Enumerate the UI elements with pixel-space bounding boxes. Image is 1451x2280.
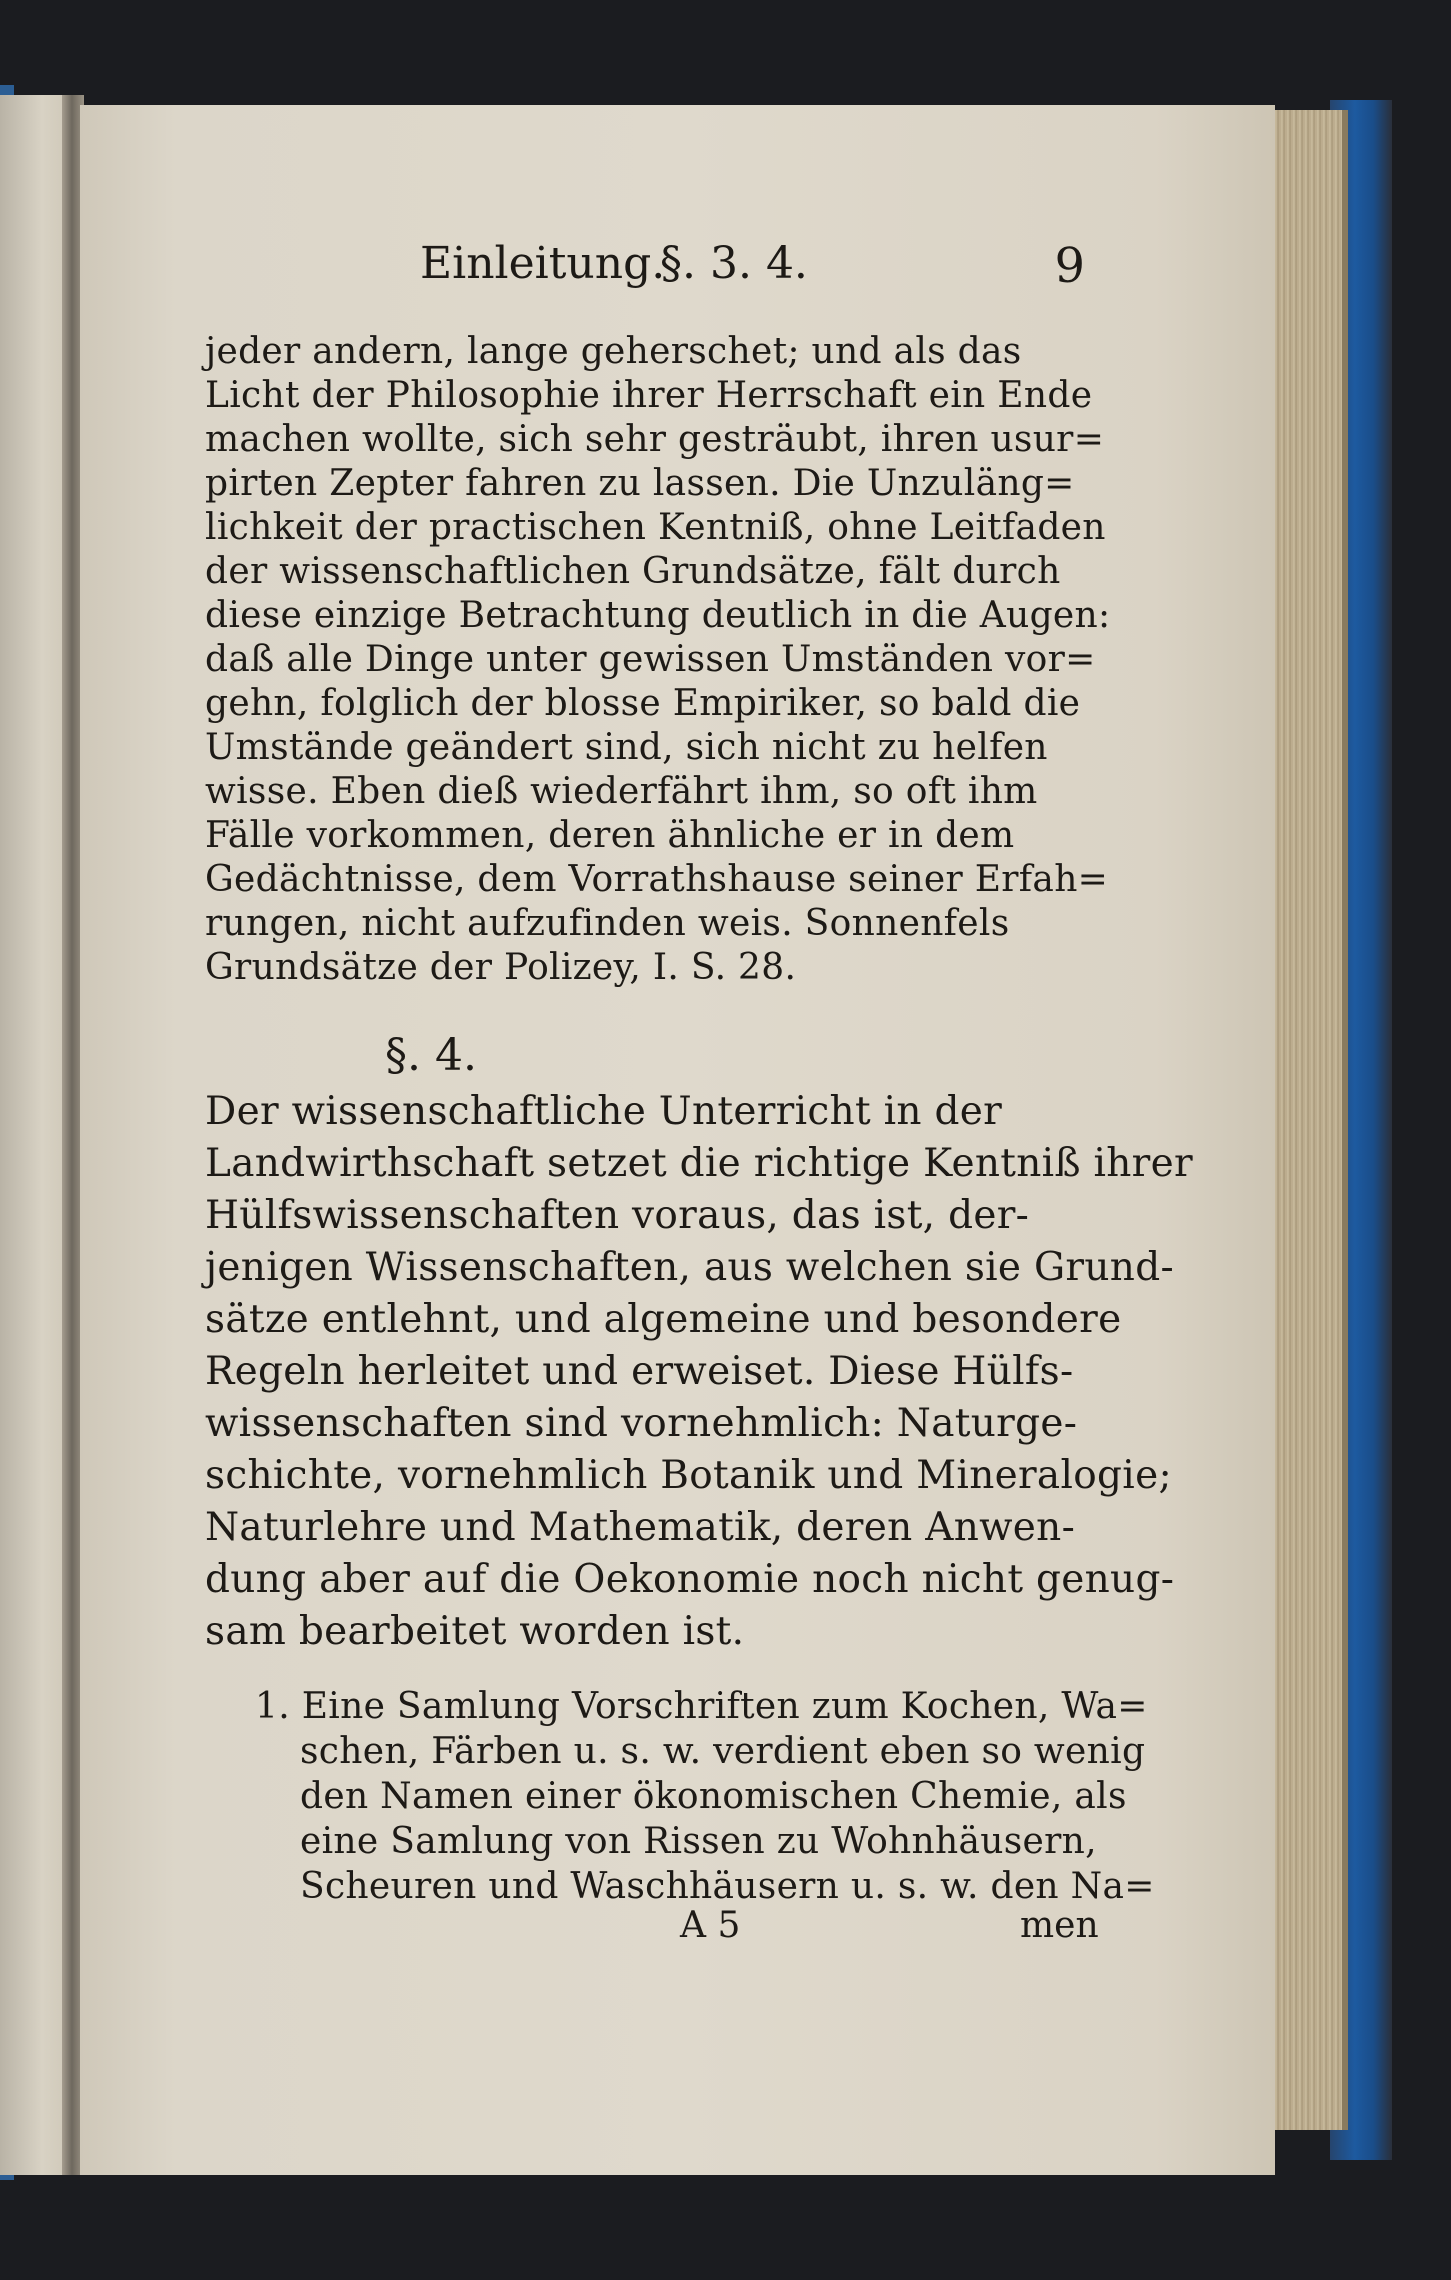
text-line: Gedächtnisse, dem Vorrathshause seiner Erfah= xyxy=(205,859,1109,900)
running-title: Einleitung. xyxy=(420,238,666,289)
footnote-line: 1. Eine Samlung Vorschriften zum Kochen, Wa= xyxy=(255,1686,1148,1727)
footnote-line: schen, Färben u. s. w. verdient eben so wenig xyxy=(300,1731,1146,1772)
text-line: Landwirthschaft setzet die richtige Kentniß ihrer xyxy=(205,1141,1193,1186)
catchword: men xyxy=(1020,1905,1099,1946)
footnote-line: den Namen einer ökonomischen Chemie, als xyxy=(300,1776,1127,1817)
text-line: lichkeit der practischen Kentniß, ohne Leitfaden xyxy=(205,507,1106,548)
text-line: wisse. Eben dieß wiederfährt ihm, so oft ihm xyxy=(205,771,1038,812)
text-line: Grundsätze der Polizey, I. S. 28. xyxy=(205,947,797,988)
text-line: sam bearbeitet worden ist. xyxy=(205,1609,745,1654)
text-line: sätze entlehnt, und algemeine und besondere xyxy=(205,1297,1122,1342)
text-line: diese einzige Betrachtung deutlich in die Augen: xyxy=(205,595,1111,636)
text-line: schichte, vornehmlich Botanik und Mineralogie; xyxy=(205,1453,1172,1498)
text-line: daß alle Dinge unter gewissen Umständen vor= xyxy=(205,639,1096,680)
text-line: machen wollte, sich sehr gesträubt, ihren usur= xyxy=(205,419,1105,460)
text-line: pirten Zepter fahren zu lassen. Die Unzuläng= xyxy=(205,463,1075,504)
text-line: der wissenschaftlichen Grundsätze, fält durch xyxy=(205,551,1061,592)
footnote-line: Scheuren und Waschhäusern u. s. w. den Na= xyxy=(300,1866,1155,1907)
signature-mark: A 5 xyxy=(680,1905,741,1946)
section-heading: §. 4. xyxy=(385,1030,477,1081)
text-line: Fälle vorkommen, deren ähnliche er in dem xyxy=(205,815,1015,856)
footnote-line: eine Samlung von Rissen zu Wohnhäusern, xyxy=(300,1821,1097,1862)
text-line: jenigen Wissenschaften, aus welchen sie Grund- xyxy=(205,1245,1174,1290)
text-line: Der wissenschaftliche Unterricht in der xyxy=(205,1089,1003,1134)
text-line: Regeln herleitet und erweiset. Diese Hülfs- xyxy=(205,1349,1074,1394)
text-line: jeder andern, lange geherschet; und als das xyxy=(205,331,1022,372)
section-reference: §. 3. 4. xyxy=(660,238,808,289)
text-line: wissenschaften sind vornehmlich: Naturge- xyxy=(205,1401,1078,1446)
text-line: Umstände geändert sind, sich nicht zu helfen xyxy=(205,727,1048,768)
text-line: Naturlehre und Mathematik, deren Anwen- xyxy=(205,1505,1076,1550)
left-page-margin xyxy=(0,95,70,2175)
text-line: gehn, folglich der blosse Empiriker, so bald die xyxy=(205,683,1081,724)
text-line: Licht der Philosophie ihrer Herrschaft ein Ende xyxy=(205,375,1093,416)
text-line: rungen, nicht aufzufinden weis. Sonnenfels xyxy=(205,903,1010,944)
text-line: dung aber auf die Oekonomie noch nicht genug- xyxy=(205,1557,1175,1602)
text-line: Hülfswissenschaften voraus, das ist, der- xyxy=(205,1193,1030,1238)
page-header xyxy=(205,238,1105,308)
page-number: 9 xyxy=(1054,238,1085,294)
